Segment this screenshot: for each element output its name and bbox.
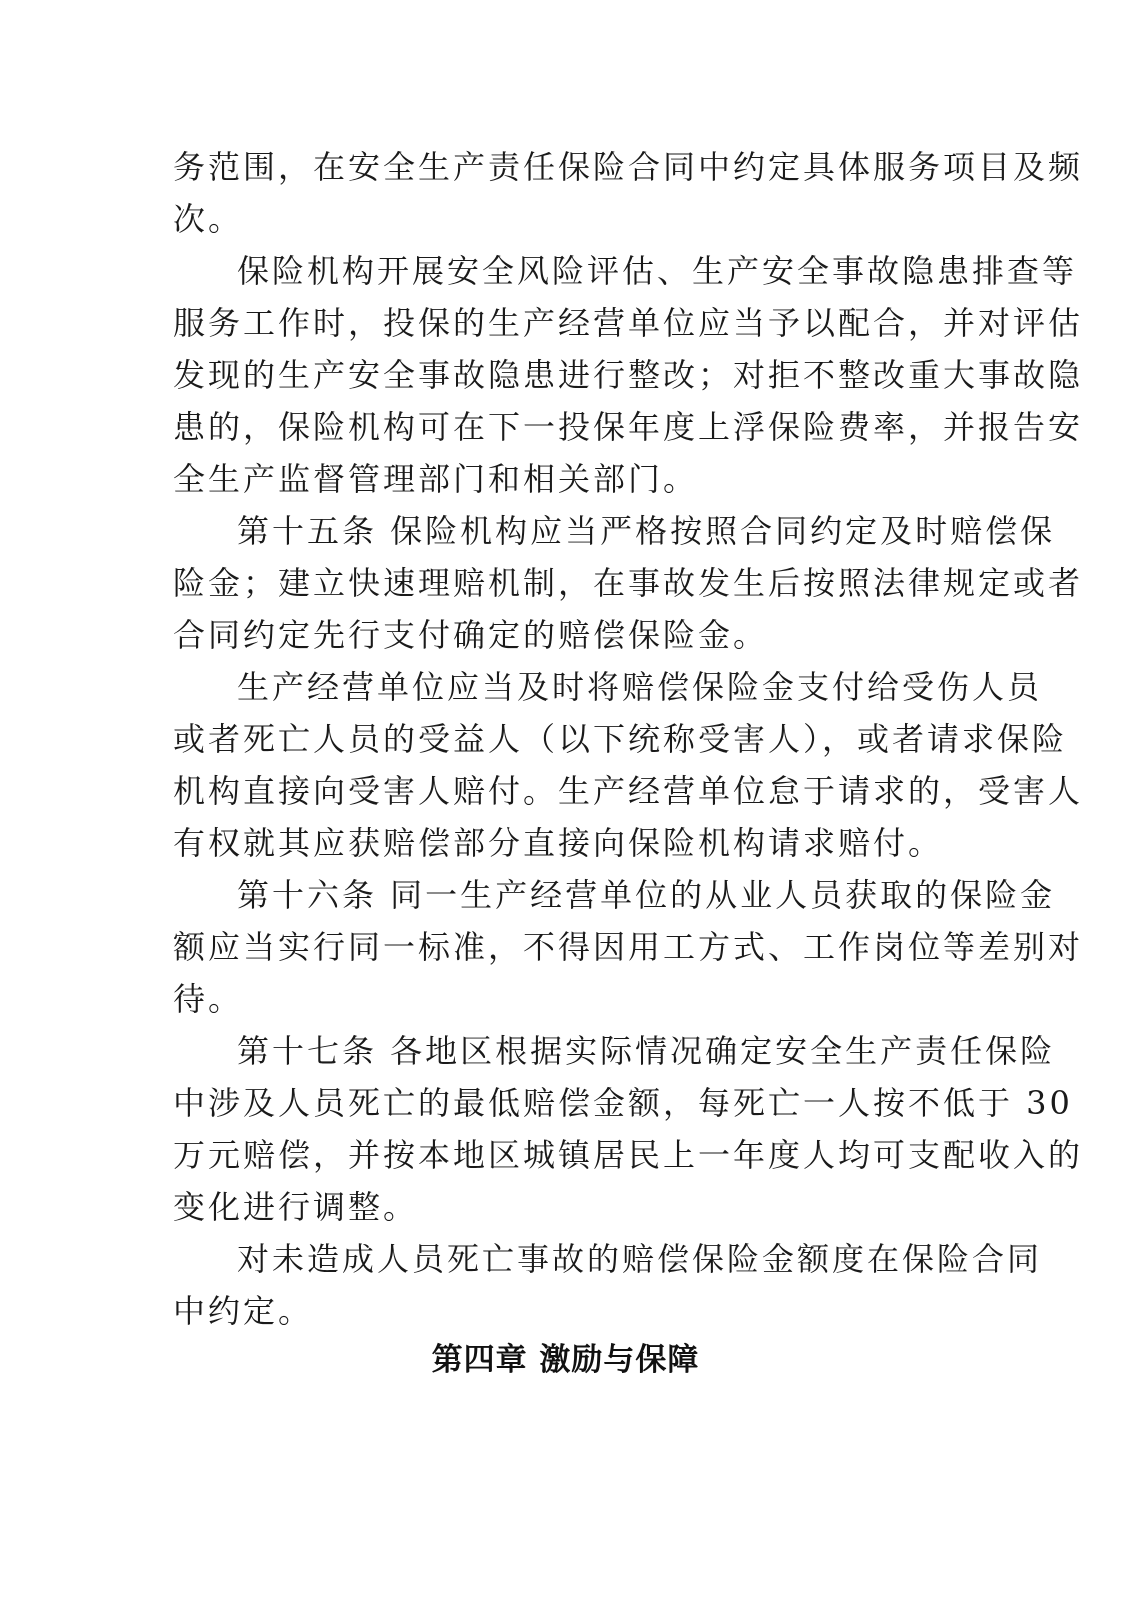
text-line: 对未造成人员死亡事故的赔偿保险金额度在保险合同: [237, 1240, 1043, 1278]
text-line: 服务工作时，投保的生产经营单位应当予以配合，并对评估: [173, 304, 1084, 342]
text-line: 发现的生产安全事故隐患进行整改；对拒不整改重大事故隐: [173, 356, 1084, 394]
paragraph-non-fatal-compensation: [173, 1233, 1043, 1337]
text-line: 第十五条 保险机构应当严格按照合同约定及时赔偿保: [237, 512, 1056, 550]
paragraph-article-15: [173, 505, 1084, 661]
paragraph-service-scope-continued: [173, 141, 1084, 245]
text-line: 或者死亡人员的受益人（以下统称受害人），或者请求保险: [173, 720, 1068, 758]
text-line: 有权就其应获赔偿部分直接向保险机构请求赔付。: [173, 824, 944, 862]
text-line: 合同约定先行支付确定的赔偿保险金。: [173, 616, 769, 654]
text-line: 变化进行调整。: [173, 1188, 419, 1226]
text-line: 次。: [173, 200, 244, 238]
text-line: 险金；建立快速理赔机制，在事故发生后按照法律规定或者: [173, 564, 1084, 602]
text-line: 务范围，在安全生产责任保险合同中约定具体服务项目及频: [173, 148, 1084, 186]
text-line: 中涉及人员死亡的最低赔偿金额，每死亡一人按不低于 30: [173, 1084, 1073, 1122]
body-text: [173, 141, 1084, 1337]
paragraph-risk-assessment: [173, 245, 1084, 505]
text-line: 额应当实行同一标准，不得因用工方式、工作岗位等差别对: [173, 928, 1084, 966]
chapter-heading: 第四章 激励与保障: [431, 1342, 700, 1378]
paragraph-article-16: [173, 869, 1084, 1025]
text-line: 第十七条 各地区根据实际情况确定安全生产责任保险: [237, 1032, 1056, 1070]
text-line: 待。: [173, 980, 244, 1018]
paragraph-payment-to-victims: [173, 661, 1084, 869]
text-line: 保险机构开展安全风险评估、生产安全事故隐患排查等: [237, 252, 1078, 290]
text-line: 万元赔偿，并按本地区城镇居民上一年度人均可支配收入的: [173, 1136, 1084, 1174]
text-line: 生产经营单位应当及时将赔偿保险金支付给受伤人员: [237, 668, 1043, 706]
text-line: 中约定。: [173, 1292, 314, 1330]
text-line: 患的，保险机构可在下一投保年度上浮保险费率，并报告安: [173, 408, 1084, 446]
text-line: 机构直接向受害人赔付。生产经营单位怠于请求的，受害人: [173, 772, 1084, 810]
text-line: 全生产监督管理部门和相关部门。: [173, 460, 699, 498]
paragraph-article-17: [173, 1025, 1084, 1233]
text-line: 第十六条 同一生产经营单位的从业人员获取的保险金: [237, 876, 1056, 914]
